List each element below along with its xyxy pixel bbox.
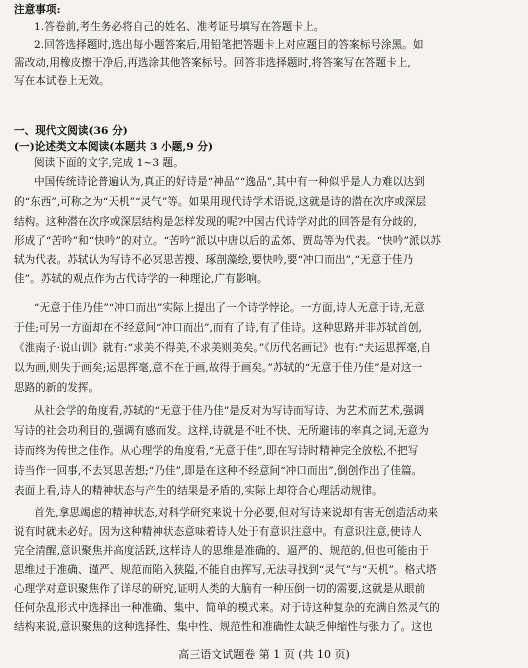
passage-line: 形成了“苦吟”和“快吟”的对立。“苦吟”派以中唐以后的孟郊、贾岛等为代表。“快吟”派以苏 xyxy=(14,235,441,247)
passage-line: 思维过于准确、谨严、规范而陷入狭隘,不能自由挥写,无法寻找到“灵气”与“天机”。格式塔 xyxy=(14,564,437,576)
passage-line: 以为画,则失于画矣;运思挥毫,意不在于画,故得于画矣。”苏轼的“无意于佳乃佳”是对这一 xyxy=(14,362,423,374)
passage-line: 的“东西”,可称之为“天机”“灵气”等。如果用现代诗学术语说,这就是诗的潜在次序或深层 xyxy=(14,196,427,208)
passage-line: 《淮南子·说山训》就有:“求美不得美,不求美则美矣。”《历代名画记》也有:“夫运思挥毫,自 xyxy=(14,342,432,354)
passage-line: 思路的新的发挥。 xyxy=(14,382,100,394)
passage-line: 诗当作一回事,不去冥思苦想;“乃佳”,即是在这种不经意间“冲口而出”,倒创作出了佳篇。 xyxy=(14,465,423,477)
notice-item: 2.回答选择题时,选出每小题答案后,用铅笔把答题卡上对应题目的答案标号涂黑。如 xyxy=(34,39,424,51)
passage-line: 表面上看,诗人的精神状态与产生的结果是矛盾的,实际上却符合心理活动规律。 xyxy=(14,485,383,497)
passage-line: 写诗的社会功利目的,强调有感而发。这样,诗就是不吐不快、无所避讳的率真之词,无意为 xyxy=(14,425,429,437)
passage-line: “无意于佳乃佳”“冲口而出”实际上提出了一个诗学悖论。一方面,诗人无意于诗,无意 xyxy=(34,302,425,314)
passage-line: 首先,拿思竭虑的精神状态,对科学研究来说十分必要,但对写诗来说却有害无创造活动来 xyxy=(34,507,439,519)
passage-line: 完全清醒,意识聚焦并高度活跃,这样诗人的思维是准确的、逼严的、规范的,但也可能由于 xyxy=(14,545,429,557)
passage-line: 诗而终为传世之佳作。从心理学的角度看,“无意于佳”,即在写诗时精神完全放松,不把写 xyxy=(14,445,419,457)
passage-line: 心理学对意识聚焦作了详尽的研究,证明人类的大脑有一种压倒一切的需要,这就是从眼前 xyxy=(14,583,426,595)
passage-line: 结构来说,意识聚焦的这种选择性、集中性、规范性和准确性太缺乏伸缩性与张力了。这也 xyxy=(14,621,433,633)
passage-line: 中国传统诗论普遍认为,真正的好诗是“神品”“逸品”,其中有一种似乎是人力难以达到 xyxy=(34,176,425,188)
notice-heading: 注意事项: xyxy=(14,4,61,16)
passage-line: 佳”。苏轼的观点作为古代诗学的一种理论,广有影响。 xyxy=(14,273,268,285)
passage-line: 于佳;可另一方面却在不经意间“冲口而出”,而有了诗,有了佳诗。这种思路并非苏轼首创, xyxy=(14,322,422,334)
passage-line: 结构。这种潜在次序或深层结构是怎样发现的呢?中国古代诗学对此的回答是有分歧的, xyxy=(14,216,417,228)
passage-line: 说有时就未必好。因为这种精神状态意味着诗人处于有意识注意中。有意识注意,使诗人 xyxy=(14,526,422,538)
notice-item: 1.答卷前,考生务必将自己的姓名、准考证号填写在答题卡上。 xyxy=(34,21,325,33)
section-subtitle: (一)论述类文本阅读(本题共 3 小题,9 分) xyxy=(14,141,214,153)
passage-line: 轼为代表。苏轼认为写诗不必冥思苦搜、琢剖藻绘,要快吟,要“冲口而出”,“无意于佳乃 xyxy=(14,254,414,266)
passage-line: 任何杂乱形式中选择出一种准确、集中、简单的模式来。对于诗这种复杂的充满自然灵气的 xyxy=(14,602,440,614)
notice-item: 写在本试卷上无效。 xyxy=(14,75,110,87)
passage-line: 从社会学的角度看,苏轼的“无意于佳乃佳”是反对为写诗而写诗、为艺术而艺术,强调 xyxy=(34,405,425,417)
page-footer: 高三语文试题卷 第 1 页 (共 10 页) xyxy=(178,648,350,661)
section-instruction: 阅读下面的文字,完成 1~3 题。 xyxy=(34,157,184,169)
notice-item: 需改动,用橡皮擦干净后,再选涂其他答案标号。回答非选择题时,将答案写在答题卡上, xyxy=(14,57,411,69)
section-title: 一、现代文阅读(36 分) xyxy=(14,125,128,137)
